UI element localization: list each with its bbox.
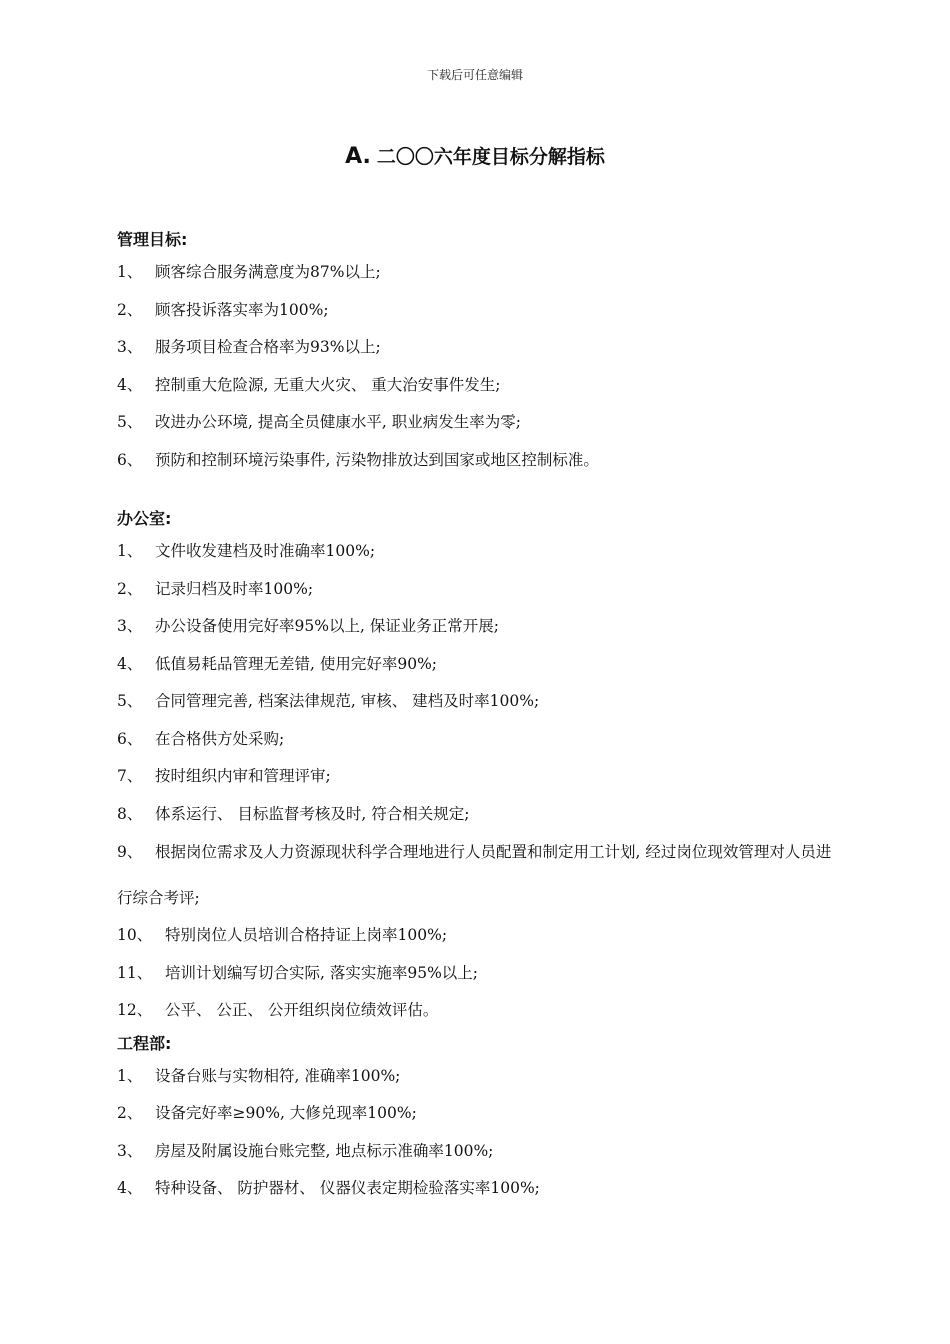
list-item: 2、 记录归档及时率100%; bbox=[117, 579, 314, 598]
list-item: 3、 办公设备使用完好率95%以上, 保证业务正常开展; bbox=[117, 617, 500, 635]
list-item: 5、 合同管理完善, 档案法律规范, 审核、 建档及时率100%; bbox=[117, 692, 540, 710]
page-header: 下载后可任意编辑 bbox=[426, 68, 523, 82]
list-item: 1、 设备台账与实物相符, 准确率100%; bbox=[117, 1066, 401, 1085]
section-heading-office: 办公室: bbox=[117, 509, 172, 528]
list-item: 12、 公平、 公正、 公开组织岗位绩效评估。 bbox=[117, 1001, 439, 1019]
list-item: 3、 房屋及附属设施台账完整, 地点标示准确率100%; bbox=[117, 1141, 494, 1160]
section-heading-engineering: 工程部: bbox=[117, 1033, 172, 1053]
document-title bbox=[0, 142, 950, 169]
list-item: 5、 改进办公环境, 提高全员健康水平, 职业病发生率为零; bbox=[117, 413, 521, 431]
section-heading-management: 管理目标: bbox=[117, 230, 188, 249]
list-item: 6、 预防和控制环境污染事件, 污染物排放达到国家或地区控制标准。 bbox=[117, 450, 599, 469]
list-item: 3、 服务项目检查合格率为93%以上; bbox=[117, 338, 381, 356]
list-item: 6、 在合格供方处采购; bbox=[117, 729, 285, 748]
list-item: 9、 根据岗位需求及人力资源现状科学合理地进行人员配置和制定用工计划, 经过岗位现效管理对人员进行综合考评; bbox=[117, 843, 832, 907]
title-text: 二〇〇六年度目标分解指标 bbox=[376, 146, 605, 168]
list-item: 4、 控制重大危险源, 无重大火灾、 重大治安事件发生; bbox=[117, 375, 501, 394]
title-prefix: A. bbox=[345, 144, 371, 169]
document-body bbox=[117, 230, 837, 1208]
list-item: 4、 特种设备、 防护器材、 仪器仪表定期检验落实率100%; bbox=[117, 1179, 540, 1197]
list-item: 8、 体系运行、 目标监督考核及时, 符合相关规定; bbox=[117, 804, 470, 823]
list-item: 11、 培训计划编写切合实际, 落实实施率95%以上; bbox=[117, 963, 479, 982]
list-item: 1、 文件收发建档及时准确率100%; bbox=[117, 542, 376, 560]
list-item: 7、 按时组织内审和管理评审; bbox=[117, 767, 331, 785]
list-item: 4、 低值易耗品管理无差错, 使用完好率90%; bbox=[117, 654, 438, 673]
list-item: 1、 顾客综合服务满意度为87%以上; bbox=[117, 263, 381, 281]
list-item: 2、 设备完好率≥90%, 大修兑现率100%; bbox=[117, 1104, 417, 1122]
list-item: 10、 特别岗位人员培训合格持证上岗率100%; bbox=[117, 926, 448, 944]
list-item: 2、 顾客投诉落实率为100%; bbox=[117, 300, 329, 319]
